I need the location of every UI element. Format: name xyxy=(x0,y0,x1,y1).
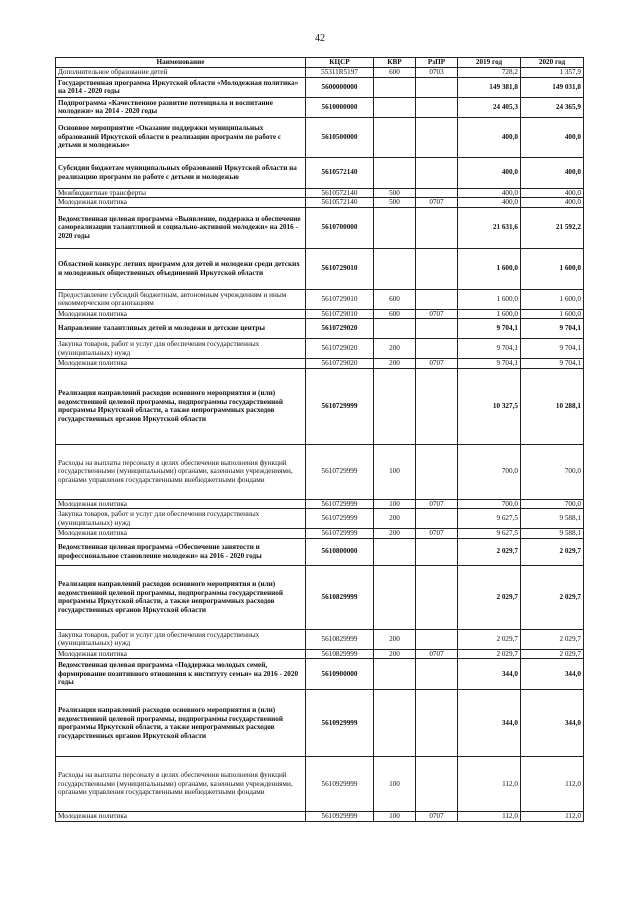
cell-2020: 24 365,9 xyxy=(521,97,584,117)
cell-name: Предоставление субсидий бюджетным, автономным учреждениям и иным некоммерческим организациям xyxy=(56,289,306,309)
cell-2020: 149 031,8 xyxy=(521,77,584,97)
cell-kvr: 500 xyxy=(374,188,416,198)
cell-kvr: 100 xyxy=(374,444,416,499)
cell-code: 5610829999 xyxy=(306,629,374,649)
cell-code: 5610572140 xyxy=(306,157,374,188)
cell-name: Закупка товаров, работ и услуг для обеспечения государственных (муниципальных) нужд xyxy=(56,629,306,649)
cell-2020: 1 357,9 xyxy=(521,68,584,78)
cell-rzpr xyxy=(416,207,458,248)
cell-rzpr xyxy=(416,659,458,690)
cell-rzpr xyxy=(416,188,458,198)
cell-rzpr xyxy=(416,157,458,188)
table-row xyxy=(56,529,584,539)
cell-2020: 112,0 xyxy=(521,812,584,822)
cell-2019: 2 029,7 xyxy=(458,538,521,565)
cell-kvr: 200 xyxy=(374,649,416,659)
cell-name: Направление талантливых детей и молодежи в детские центры xyxy=(56,319,306,339)
cell-name: Реализация направлений расходов основного мероприятия и (или) ведомственной целевой программы, подпрограммы государственной программы Иркутской области, а также непрограммных расходов государственных органов Иркутской области xyxy=(56,690,306,757)
cell-2020: 400,0 xyxy=(521,198,584,208)
cell-2020: 400,0 xyxy=(521,157,584,188)
cell-code: 5610729999 xyxy=(306,499,374,509)
cell-kvr xyxy=(374,77,416,97)
table-row xyxy=(56,289,584,309)
cell-name: Расходы на выплаты персоналу в целях обеспечения выполнения функций государственными (муниципальными) органами, казенными учреждениями, органами управления государственными внебюджетными фондами xyxy=(56,757,306,812)
cell-2019: 112,0 xyxy=(458,757,521,812)
header-code: КЦСР xyxy=(306,58,374,68)
cell-2019: 400,0 xyxy=(458,188,521,198)
cell-code: 5610929999 xyxy=(306,812,374,822)
table-row xyxy=(56,629,584,649)
cell-rzpr xyxy=(416,757,458,812)
header-2020: 2020 год xyxy=(521,58,584,68)
cell-rzpr xyxy=(416,97,458,117)
table-row xyxy=(56,117,584,157)
cell-2020: 700,0 xyxy=(521,444,584,499)
cell-code: 5610729010 xyxy=(306,289,374,309)
cell-2019: 9 704,1 xyxy=(458,319,521,339)
table-row xyxy=(56,565,584,629)
cell-name: Реализация направлений расходов основного мероприятия и (или) ведомственной целевой программы, подпрограммы государственной программы Иркутской области, а также непрограммных расходов государственных органов Иркутской области xyxy=(56,368,306,444)
cell-2019: 21 631,6 xyxy=(458,207,521,248)
cell-2020: 9 588,1 xyxy=(521,509,584,529)
cell-kvr xyxy=(374,690,416,757)
table-row xyxy=(56,509,584,529)
cell-kvr: 100 xyxy=(374,757,416,812)
cell-kvr: 200 xyxy=(374,509,416,529)
cell-2020: 9 704,1 xyxy=(521,359,584,369)
cell-rzpr xyxy=(416,538,458,565)
header-name: Наименование xyxy=(56,58,306,68)
table-row xyxy=(56,359,584,369)
cell-2019: 1 600,0 xyxy=(458,309,521,319)
cell-2020: 112,0 xyxy=(521,757,584,812)
table-row xyxy=(56,368,584,444)
cell-code: 5610729020 xyxy=(306,319,374,339)
cell-2020: 2 029,7 xyxy=(521,538,584,565)
cell-rzpr xyxy=(416,509,458,529)
cell-kvr xyxy=(374,207,416,248)
cell-name: Основное мероприятие «Оказание поддержки муниципальных образований Иркутской области в реализации программ по работе с детьми и молодежью» xyxy=(56,117,306,157)
cell-kvr xyxy=(374,565,416,629)
cell-code: 5610829999 xyxy=(306,649,374,659)
cell-kvr: 200 xyxy=(374,529,416,539)
cell-2019: 9 704,1 xyxy=(458,359,521,369)
cell-code: 5610729020 xyxy=(306,339,374,359)
cell-code: 5610700000 xyxy=(306,207,374,248)
cell-2020: 1 600,0 xyxy=(521,289,584,309)
cell-rzpr xyxy=(416,565,458,629)
table-row xyxy=(56,157,584,188)
cell-2020: 10 288,1 xyxy=(521,368,584,444)
page-number: 42 xyxy=(315,33,325,44)
table-row xyxy=(56,659,584,690)
cell-rzpr: 0703 xyxy=(416,68,458,78)
cell-name: Расходы на выплаты персоналу в целях обеспечения выполнения функций государственными (муниципальными) органами, казенными учреждениями, органами управления государственными внебюджетными фондами xyxy=(56,444,306,499)
table-row xyxy=(56,339,584,359)
table-header-row xyxy=(56,58,584,68)
cell-kvr: 100 xyxy=(374,499,416,509)
cell-name: Государственная программа Иркутской области «Молодежная политика» на 2014 - 2020 годы xyxy=(56,77,306,97)
cell-name: Ведомственная целевая программа «Поддержка молодых семей, формирование позитивного отношения к институту семьи» на 2016 - 2020 годы xyxy=(56,659,306,690)
cell-kvr: 600 xyxy=(374,289,416,309)
cell-2019: 1 600,0 xyxy=(458,289,521,309)
table-row xyxy=(56,68,584,78)
cell-2020: 9 588,1 xyxy=(521,529,584,539)
cell-rzpr: 0707 xyxy=(416,812,458,822)
cell-2020: 400,0 xyxy=(521,117,584,157)
cell-code: 5610729999 xyxy=(306,444,374,499)
cell-code: 5600000000 xyxy=(306,77,374,97)
header-kvr: КВР xyxy=(374,58,416,68)
cell-2019: 9 627,5 xyxy=(458,509,521,529)
table-row xyxy=(56,499,584,509)
cell-2020: 1 600,0 xyxy=(521,248,584,289)
cell-rzpr xyxy=(416,319,458,339)
cell-rzpr xyxy=(416,368,458,444)
cell-name: Субсидии бюджетам муниципальных образований Иркутской области на реализацию программ по работе с детьми и молодежью xyxy=(56,157,306,188)
cell-code: 5610729010 xyxy=(306,248,374,289)
cell-name: Закупка товаров, работ и услуг для обеспечения государственных (муниципальных) нужд xyxy=(56,339,306,359)
cell-2020: 344,0 xyxy=(521,659,584,690)
cell-rzpr: 0707 xyxy=(416,649,458,659)
cell-name: Закупка товаров, работ и услуг для обеспечения государственных (муниципальных) нужд xyxy=(56,509,306,529)
cell-code: 5610572140 xyxy=(306,198,374,208)
cell-code: 55311R5197 xyxy=(306,68,374,78)
cell-name: Межбюджетные трансферты xyxy=(56,188,306,198)
cell-2019: 1 600,0 xyxy=(458,248,521,289)
header-rzpr: РзПР xyxy=(416,58,458,68)
cell-2019: 24 405,3 xyxy=(458,97,521,117)
cell-name: Реализация направлений расходов основного мероприятия и (или) ведомственной целевой программы, подпрограммы государственной программы Иркутской области, а также непрограммных расходов государственных органов Иркутской области xyxy=(56,565,306,629)
cell-kvr: 200 xyxy=(374,339,416,359)
cell-code: 5610900000 xyxy=(306,659,374,690)
cell-2020: 2 029,7 xyxy=(521,565,584,629)
table-row xyxy=(56,188,584,198)
cell-code: 5610729999 xyxy=(306,509,374,529)
cell-2020: 344,0 xyxy=(521,690,584,757)
cell-name: Молодежная политика xyxy=(56,812,306,822)
table-row xyxy=(56,77,584,97)
cell-2019: 700,0 xyxy=(458,499,521,509)
cell-code: 5610729999 xyxy=(306,368,374,444)
cell-rzpr xyxy=(416,444,458,499)
cell-code: 5610800000 xyxy=(306,538,374,565)
cell-2020: 2 029,7 xyxy=(521,629,584,649)
cell-2020: 700,0 xyxy=(521,499,584,509)
cell-2019: 400,0 xyxy=(458,157,521,188)
table-row xyxy=(56,538,584,565)
cell-kvr xyxy=(374,368,416,444)
cell-name: Молодежная политика xyxy=(56,198,306,208)
cell-2020: 400,0 xyxy=(521,188,584,198)
cell-name: Дополнительное образование детей xyxy=(56,68,306,78)
cell-kvr xyxy=(374,319,416,339)
cell-rzpr: 0707 xyxy=(416,529,458,539)
cell-rzpr xyxy=(416,248,458,289)
cell-code: 5610572140 xyxy=(306,188,374,198)
cell-name: Молодежная политика xyxy=(56,529,306,539)
cell-code: 5610929999 xyxy=(306,757,374,812)
cell-kvr xyxy=(374,117,416,157)
cell-rzpr xyxy=(416,117,458,157)
budget-table xyxy=(55,57,584,822)
cell-kvr: 600 xyxy=(374,68,416,78)
cell-kvr xyxy=(374,248,416,289)
cell-code: 5610929999 xyxy=(306,690,374,757)
cell-2019: 400,0 xyxy=(458,198,521,208)
cell-code: 5610729010 xyxy=(306,309,374,319)
cell-name: Подпрограмма «Качественное развитие потенциала и воспитание молодежи» на 2014 - 2020 годы xyxy=(56,97,306,117)
cell-2019: 9 704,1 xyxy=(458,339,521,359)
cell-2019: 344,0 xyxy=(458,690,521,757)
table-row xyxy=(56,690,584,757)
cell-rzpr: 0707 xyxy=(416,198,458,208)
cell-2019: 2 029,7 xyxy=(458,649,521,659)
cell-kvr: 200 xyxy=(374,359,416,369)
cell-kvr xyxy=(374,157,416,188)
cell-2020: 1 600,0 xyxy=(521,309,584,319)
table-row xyxy=(56,319,584,339)
cell-2020: 9 704,1 xyxy=(521,339,584,359)
cell-2019: 9 627,5 xyxy=(458,529,521,539)
cell-2020: 21 592,2 xyxy=(521,207,584,248)
table-row xyxy=(56,248,584,289)
cell-kvr xyxy=(374,97,416,117)
cell-rzpr xyxy=(416,690,458,757)
table-row xyxy=(56,649,584,659)
cell-name: Молодежная политика xyxy=(56,499,306,509)
table-row xyxy=(56,97,584,117)
cell-code: 5610000000 xyxy=(306,97,374,117)
cell-code: 5610729999 xyxy=(306,529,374,539)
cell-kvr xyxy=(374,538,416,565)
cell-rzpr xyxy=(416,629,458,649)
cell-kvr: 200 xyxy=(374,629,416,649)
cell-name: Молодежная политика xyxy=(56,359,306,369)
table-row xyxy=(56,198,584,208)
cell-2020: 9 704,1 xyxy=(521,319,584,339)
table-row xyxy=(56,812,584,822)
cell-kvr xyxy=(374,659,416,690)
cell-code: 5610729020 xyxy=(306,359,374,369)
cell-name: Молодежная политика xyxy=(56,649,306,659)
table-row xyxy=(56,444,584,499)
table-row xyxy=(56,207,584,248)
table-row xyxy=(56,757,584,812)
cell-name: Ведомственная целевая программа «Выявление, поддержка и обеспечение самореализации талантливой и социально-активной молодежи» на 2016 - 2020 годы xyxy=(56,207,306,248)
cell-2019: 2 029,7 xyxy=(458,565,521,629)
cell-2019: 700,0 xyxy=(458,444,521,499)
cell-rzpr: 0707 xyxy=(416,309,458,319)
cell-2020: 2 029,7 xyxy=(521,649,584,659)
table-row xyxy=(56,309,584,319)
cell-2019: 112,0 xyxy=(458,812,521,822)
cell-code: 5610829999 xyxy=(306,565,374,629)
cell-rzpr: 0707 xyxy=(416,359,458,369)
cell-rzpr xyxy=(416,289,458,309)
cell-rzpr: 0707 xyxy=(416,499,458,509)
cell-2019: 149 381,8 xyxy=(458,77,521,97)
cell-2019: 344,0 xyxy=(458,659,521,690)
cell-name: Областной конкурс летних программ для детей и молодежи среди детских и молодежных общественных объединений Иркутской области xyxy=(56,248,306,289)
cell-2019: 400,0 xyxy=(458,117,521,157)
cell-kvr: 600 xyxy=(374,309,416,319)
cell-rzpr xyxy=(416,339,458,359)
cell-code: 5610500000 xyxy=(306,117,374,157)
cell-rzpr xyxy=(416,77,458,97)
cell-name: Молодежная политика xyxy=(56,309,306,319)
cell-2019: 2 029,7 xyxy=(458,629,521,649)
cell-2019: 728,2 xyxy=(458,68,521,78)
header-2019: 2019 год xyxy=(458,58,521,68)
cell-2019: 10 327,5 xyxy=(458,368,521,444)
cell-kvr: 500 xyxy=(374,198,416,208)
cell-name: Ведомственная целевая программа «Обеспечение занятости и профессиональное становление молодежи» на 2016 - 2020 годы xyxy=(56,538,306,565)
cell-kvr: 100 xyxy=(374,812,416,822)
